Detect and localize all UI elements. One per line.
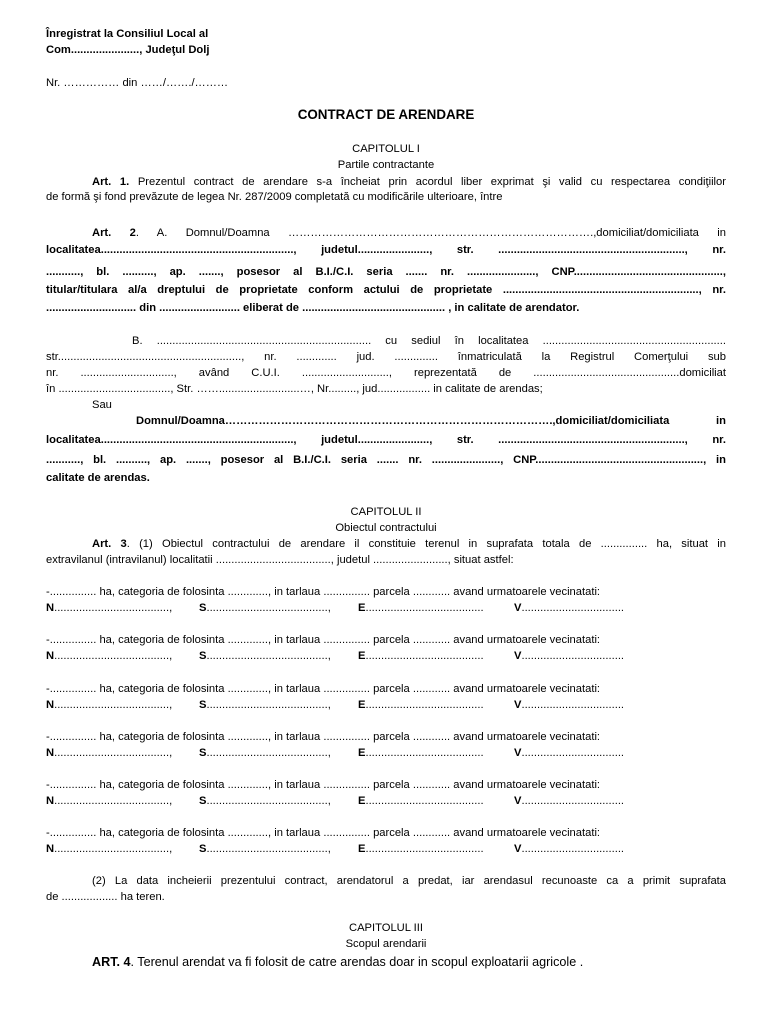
chapter-2-subheading: Obiectul contractului bbox=[335, 522, 437, 534]
neighbors-line: N ....................................., S ......................................., E ...................................... V ................................. bbox=[46, 650, 625, 662]
art1-line-2: de formă şi fond prevăzute de legea Nr. 287/2009 completată cu modificările ulterioare, între bbox=[46, 191, 503, 203]
party-b-line-3: nr. .............................., având C.U.I. ............................, reprezentată de ...............................................domiciliat bbox=[46, 367, 726, 379]
parcel-line: -............... ha, categoria de folosinta ............., in tarlaua ............... parcela ............ avand urmatoarele vecinatati: bbox=[46, 683, 601, 695]
alt-party-line-1: Domnul/Doamna…………………………………………………………………………….,domiciliat/domiciliata in bbox=[136, 415, 726, 427]
parcel-line: -............... ha, categoria de folosinta ............., in tarlaua ............... parcela ............ avand urmatoarele vecinatati: bbox=[46, 634, 601, 646]
chapter-2-heading: CAPITOLUL II bbox=[350, 506, 422, 518]
alt-party-line-4: calitate de arendas. bbox=[46, 472, 150, 484]
art4-label: ART. 4 bbox=[92, 955, 131, 969]
chapter-3-subheading: Scopul arendarii bbox=[345, 938, 427, 950]
art2-line-3: ..........., bl. .........., ap. ......., posesor al B.I./C.I. seria ....... nr. ......................, CNP................................................, bbox=[46, 266, 726, 278]
neighbors-line: N ....................................., S ......................................., E ...................................... V ................................. bbox=[46, 795, 625, 807]
neighbors-line: N ....................................., S ......................................., E ...................................... V ................................. bbox=[46, 602, 625, 614]
art2-line-4: titular/titulara al/a dreptului de proprietate conform actului de proprietate ..............................................................., nr. bbox=[46, 284, 726, 296]
art3-line-1: Art. 3. (1) Obiectul contractului de arendare il constituie terenul in suprafata totala de ............... ha, situat in bbox=[92, 538, 726, 550]
number-date-line: Nr. …………… din ……/……./……… bbox=[46, 77, 229, 89]
registration-line-2: Com......................, Judeţul Dolj bbox=[46, 44, 210, 56]
sau-label: Sau bbox=[92, 399, 112, 411]
neighbors-line: N ....................................., S ......................................., E ...................................... V ................................. bbox=[46, 699, 625, 711]
parcel-line: -............... ha, categoria de folosinta ............., in tarlaua ............... parcela ............ avand urmatoarele vecinatati: bbox=[46, 586, 601, 598]
parcel-line: -............... ha, categoria de folosinta ............., in tarlaua ............... parcela ............ avand urmatoarele vecinatati: bbox=[46, 827, 601, 839]
art3-par2-line-2: de .................. ha teren. bbox=[46, 891, 165, 903]
registration-line-1: Înregistrat la Consiliul Local al bbox=[46, 28, 209, 40]
party-b-line-1: B. ..................................................................... cu sediul în localitatea ........................................................... bbox=[132, 335, 726, 347]
chapter-3-heading: CAPITOLUL III bbox=[349, 922, 423, 934]
art1-line-1: Art. 1. Prezentul contract de arendare s-a încheiat prin acordul liber exprimat şi valid cu respectarea condiţiilor bbox=[92, 176, 726, 188]
parcel-line: -............... ha, categoria de folosinta ............., in tarlaua ............... parcela ............ avand urmatoarele vecinatati: bbox=[46, 731, 601, 743]
party-b-line-2: str..........................................................., nr. ............. jud. .............. înmatriculată la Registrul Comerţului sub bbox=[46, 351, 726, 363]
art4-line: ART. 4. Terenul arendat va fi folosit de catre arendas doar in scopul exploatarii agricole . bbox=[92, 955, 584, 969]
alt-party-line-3: ..........., bl. .........., ap. ......., posesor al B.I./C.I. seria ....... nr. ......................, CNP......................................................, in bbox=[46, 454, 726, 466]
art1-label: Art. 1. bbox=[92, 176, 130, 188]
chapter-1-heading: CAPITOLUL I bbox=[352, 143, 420, 155]
alt-party-line-2: localitatea.............................................................., judetul......................., str. ............................................................, nr. bbox=[46, 434, 726, 446]
parcel-line: -............... ha, categoria de folosinta ............., in tarlaua ............... parcela ............ avand urmatoarele vecinatati: bbox=[46, 779, 601, 791]
art2-line-2: localitatea.............................................................., judetul......................., str. ............................................................, nr. bbox=[46, 244, 726, 256]
art3-label: Art. 3 bbox=[92, 538, 127, 550]
party-b-line-4: în ...................................., Str. ……..........................…, Nr........., jud................. in calitate de arendas; bbox=[46, 383, 543, 395]
neighbors-line: N ....................................., S ......................................., E ...................................... V ................................. bbox=[46, 747, 625, 759]
art3-par2-line-1: (2) La data incheierii prezentului contract, arendatorul a predat, iar arendasul recunoaste ca a primit suprafata bbox=[92, 875, 726, 887]
art2-line-1: Art. 2. A. Domnul/Doamna ……………………………………………………………………….,domiciliat/domiciliata in bbox=[92, 227, 726, 239]
document-title: CONTRACT DE ARENDARE bbox=[297, 107, 475, 122]
art2-label: Art. 2 bbox=[92, 227, 136, 239]
neighbors-line: N ....................................., S ......................................., E ...................................... V ................................. bbox=[46, 843, 625, 855]
art2-line-5: ............................. din .......................... eliberat de .............................................. , in calitate de arendator. bbox=[46, 302, 580, 314]
chapter-1-subheading: Partile contractante bbox=[337, 159, 435, 171]
art3-line-2: extravilanul (intravilanul) localitatii ....................................., judetul ........................, situat astfel: bbox=[46, 554, 514, 566]
